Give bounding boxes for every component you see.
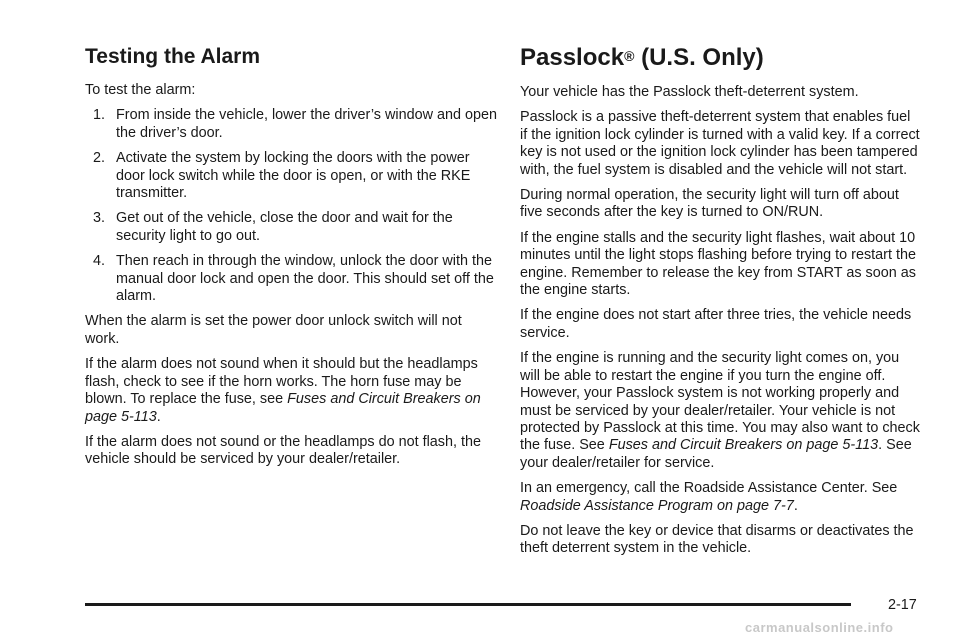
right-column xyxy=(520,42,920,566)
step-number: 4. xyxy=(93,253,106,270)
cross-reference-link[interactable]: Roadside Assistance Program on page 7-7 xyxy=(520,497,794,514)
paragraph-text: . xyxy=(793,497,798,514)
paragraph xyxy=(520,350,920,472)
title-main: Passlock xyxy=(520,44,625,71)
intro-text: To test the alarm: xyxy=(85,82,196,98)
cross-reference-link[interactable]: Fuses and Circuit Breakers on page 5-113 xyxy=(85,391,481,425)
paragraph-text: . xyxy=(156,408,161,425)
title-suffix: (U.S. Only) xyxy=(634,44,764,71)
paragraph-text: In an emergency, call the Roadside Assistance Center. See xyxy=(520,480,898,497)
step-text: Activate the system by locking the doors with the power door lock switch while the door is open, or with the RKE transmitter. xyxy=(116,150,471,202)
list-item xyxy=(85,150,497,202)
step-text: From inside the vehicle, lower the driver’s window and open the driver’s door. xyxy=(116,107,498,141)
list-item xyxy=(85,210,497,245)
section-title-testing-alarm: Testing the Alarm xyxy=(85,45,261,68)
paragraph: During normal operation, the security light will turn off about five seconds after the key is turned to ON/RUN. xyxy=(520,187,899,221)
step-number: 3. xyxy=(93,210,106,227)
paragraph-text: If the engine is running and the security light comes on, you will be able to restart the engine if you turn the engine off. However, your Passlock system is not working properly and must be serviced by your dealer/retailer. Your vehicle is not protected by Passlock at this time. You may also want to check the fuse. See xyxy=(520,350,920,454)
step-text: Then reach in through the window, unlock the door with the manual door lock and open the door. This should set off the alarm. xyxy=(116,253,494,305)
paragraph xyxy=(520,480,920,515)
paragraph: Your vehicle has the Passlock theft-deterrent system. xyxy=(520,84,859,100)
watermark: carmanualsonline.info xyxy=(745,620,894,635)
section-title-passlock xyxy=(520,42,920,74)
paragraph xyxy=(85,356,497,426)
page-number: 2-17 xyxy=(888,597,917,613)
paragraph-text: If the alarm does not sound when it should but the headlamps flash, check to see if the horn works. The horn fuse may be blown. To replace the fuse, see xyxy=(85,356,478,408)
paragraph: Passlock is a passive theft-deterrent system that enables fuel if the ignition lock cylinder is turned with a valid key. If a correct key is not used or the ignition lock cylinder has been tampered with, the fuel system is disabled and the vehicle will not start. xyxy=(520,109,920,178)
step-text: Get out of the vehicle, close the door and wait for the security light to go out. xyxy=(116,210,453,244)
paragraph: Do not leave the key or device that disarms or deactivates the theft deterrent system in the vehicle. xyxy=(520,522,914,557)
paragraph: If the engine stalls and the security light flashes, wait about 10 minutes until the light stops flashing before trying to restart the engine. Remember to release the key from START as soon as the engine starts. xyxy=(520,229,916,299)
paragraph: When the alarm is set the power door unlock switch will not work. xyxy=(85,313,462,347)
footer-rule xyxy=(85,603,851,606)
paragraph: If the alarm does not sound or the headlamps do not flash, the vehicle should be serviced by your dealer/retailer. xyxy=(85,433,481,468)
list-item xyxy=(85,253,497,305)
paragraph: If the engine does not start after three tries, the vehicle needs service. xyxy=(520,307,912,341)
cross-reference-link[interactable]: Fuses and Circuit Breakers on page 5-113 xyxy=(608,437,879,454)
steps-list xyxy=(85,107,497,305)
step-number: 1. xyxy=(93,107,106,124)
step-number: 2. xyxy=(93,150,106,167)
registered-mark: ® xyxy=(624,48,635,64)
left-column xyxy=(85,44,497,477)
list-item xyxy=(85,107,497,142)
paragraph-text: . See your dealer/retailer for service. xyxy=(520,437,912,471)
